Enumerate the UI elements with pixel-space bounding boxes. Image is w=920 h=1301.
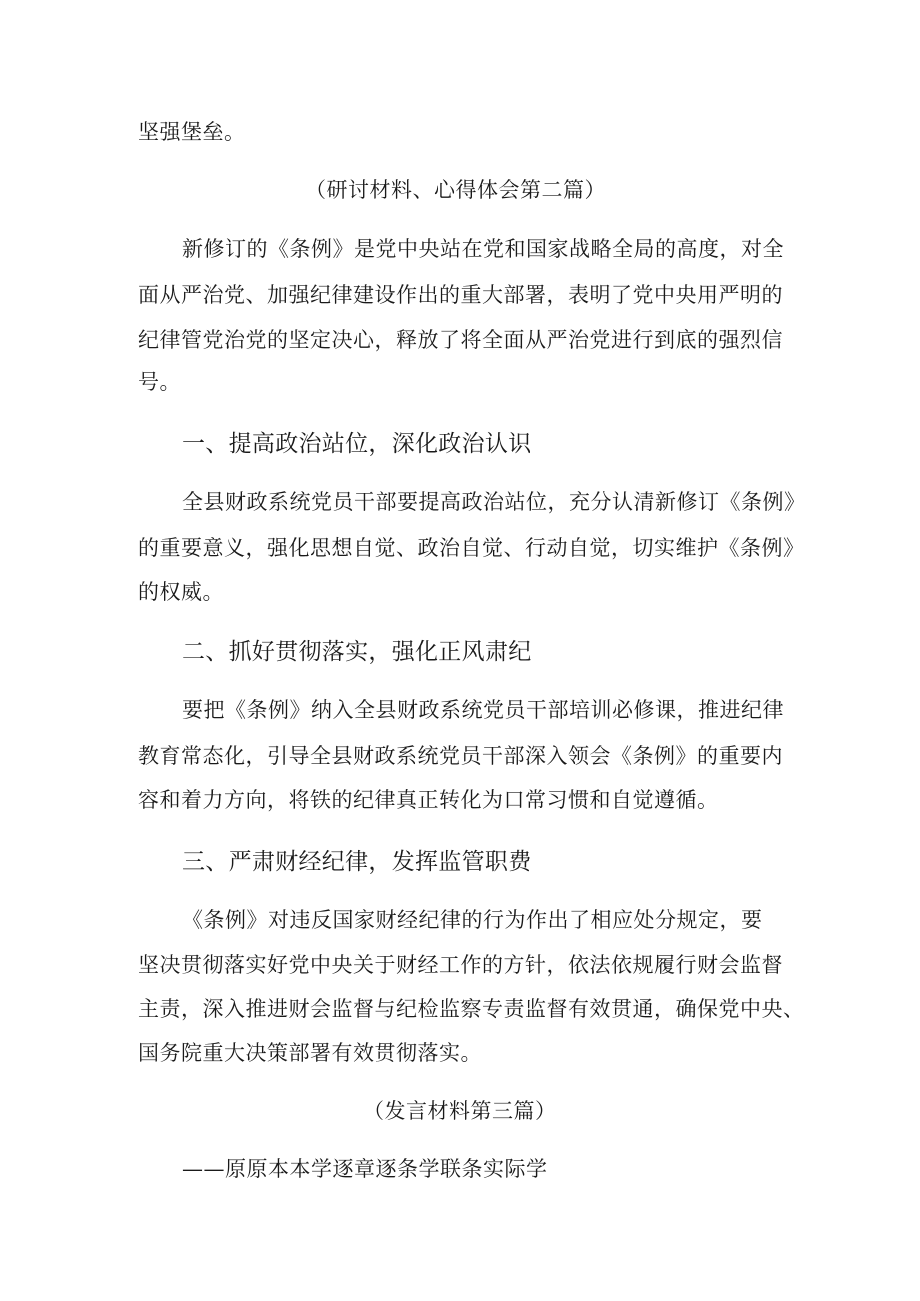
heading-3: 三、严肃财经纪律，发挥监管职费 — [182, 849, 532, 875]
paragraph-line: 主责，深入推进财会监督与纪检监察专责监督有效贯通，确保党中央、 — [138, 997, 805, 1021]
section-title: （发言材料第三篇） — [363, 1099, 557, 1123]
paragraph-line: 纪律管党治党的坚定决心，释放了将全面从严治党进行到底的强烈信 — [138, 328, 783, 352]
paragraph-line: 面从严治党、加强纪律建设作出的重大部署，表明了党中央用严明的 — [138, 283, 783, 307]
paragraph-line: 国务院重大决策部署有效贯彻落实。 — [138, 1041, 482, 1065]
paragraph-line: 教育常态化，引导全县财政系统党员干部深入领会《条例》的重要内 — [138, 744, 783, 768]
paragraph-line: 新修订的《条例》是党中央站在党和国家战略全局的高度，对全 — [182, 237, 784, 261]
paragraph-line: 坚决贯彻落实好党中央关于财经工作的方针，依法依规履行财会监督 — [138, 953, 783, 977]
paragraph-line: 要把《条例》纳入全县财政系统党员干部培训必修课，推进纪律 — [182, 698, 784, 722]
paragraph-line: 号。 — [138, 370, 181, 394]
intro-line: 坚强堡垒。 — [138, 120, 246, 144]
paragraph-line: 《条例》对违反国家财经纪律的行为作出了相应处分规定，要 — [182, 908, 763, 932]
paragraph-line: 的权威。 — [138, 580, 224, 604]
heading-1: 一、提高政治站位，深化政治认识 — [182, 431, 532, 457]
paragraph-line: 的重要意义，强化思想自觉、政治自觉、行动自觉，切实维护《条例》 — [138, 536, 805, 560]
section-subtitle: ——原原本本学逐章逐条学联条实际学 — [182, 1157, 548, 1181]
paragraph-line: 容和着力方向，将铁的纪律真正转化为口常习惯和自觉遵循。 — [138, 788, 719, 812]
heading-2: 二、抓好贯彻落实，强化正风肃纪 — [182, 639, 532, 665]
section-title: （研讨材料、心得体会第二篇） — [305, 178, 606, 202]
paragraph-line: 全县财政系统党员干部要提高政治站位，充分认清新修订《条例》 — [182, 490, 806, 514]
